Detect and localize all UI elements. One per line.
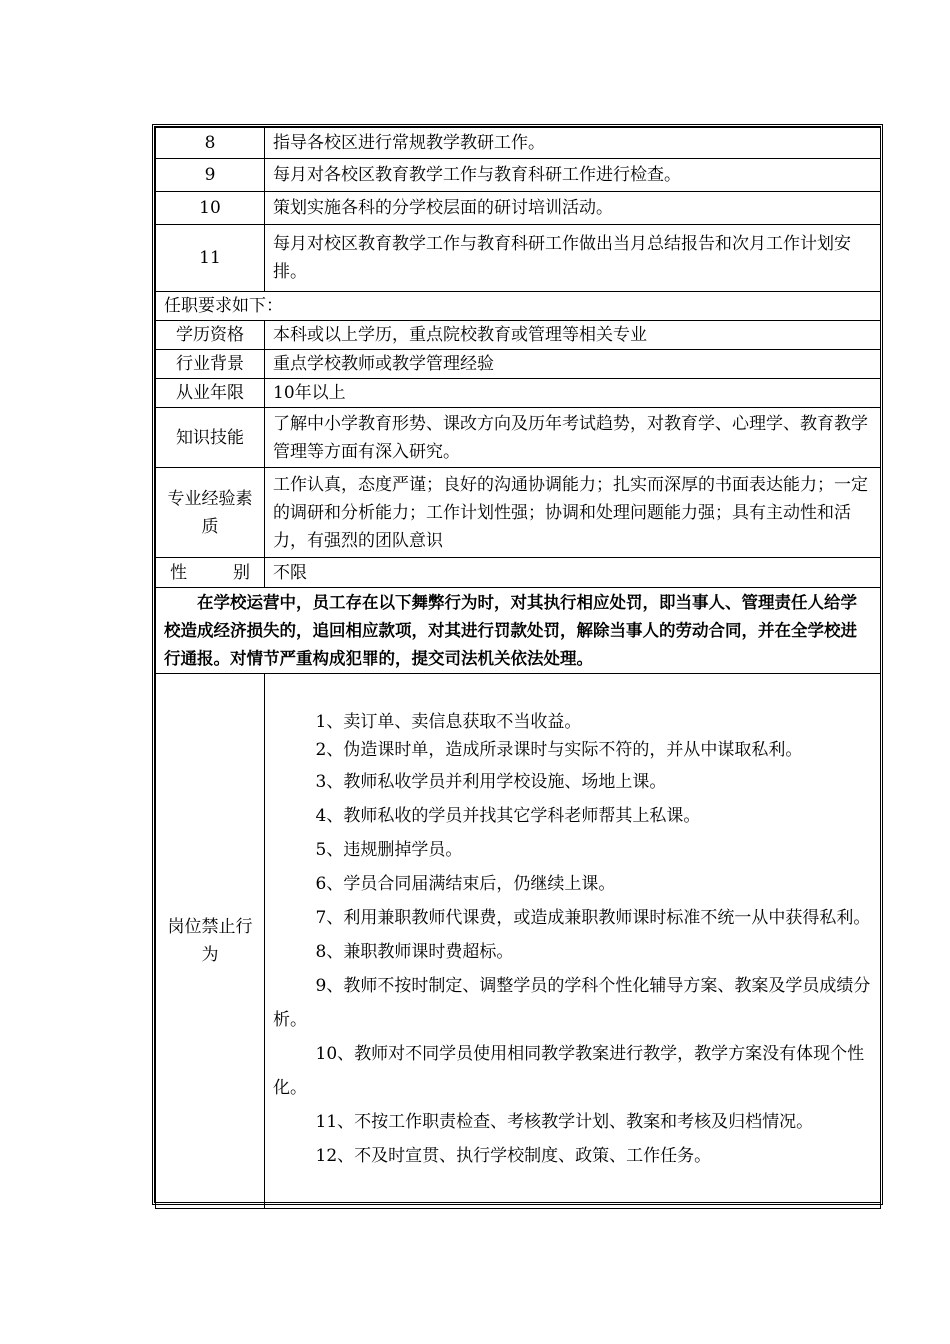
- duty-number: 11: [156, 225, 265, 292]
- prohibited-list: [265, 674, 881, 1209]
- requirement-label: 专业经验素质: [156, 468, 265, 558]
- requirement-label: 行业背景: [156, 350, 265, 379]
- requirement-value: 10年以上: [265, 379, 881, 408]
- list-item: 3、教师私收学员并利用学校设施、场地上课。: [315, 772, 667, 792]
- requirement-row: [156, 350, 881, 379]
- duty-text: 策划实施各科的分学校层面的研讨培训活动。: [265, 192, 881, 225]
- list-item: 12、不及时宣贯、执行学校制度、政策、工作任务。: [315, 1146, 712, 1166]
- requirement-value: 不限: [265, 558, 881, 588]
- duty-text: 指导各校区进行常规教学教研工作。: [265, 128, 881, 159]
- list-item: 2、伪造课时单，造成所录课时与实际不符的，并从中谋取私利。: [315, 740, 803, 760]
- list-item: 11、不按工作职责检查、考核教学计划、教案和考核及归档情况。: [315, 1112, 814, 1132]
- duty-row: [156, 192, 881, 225]
- list-item: 5、违规删掉学员。: [315, 840, 463, 860]
- list-item: 7、利用兼职教师代课费，或造成兼职教师课时标准不统一从中获得私利。: [315, 908, 871, 928]
- list-item: 1、卖订单、卖信息获取不当收益。: [315, 712, 582, 732]
- warning-row: [156, 588, 881, 674]
- requirements-heading-row: [156, 292, 881, 321]
- requirement-value: 本科或以上学历，重点院校教育或管理等相关专业: [265, 321, 881, 350]
- duty-row: [156, 159, 881, 192]
- requirement-row: [156, 558, 881, 588]
- requirement-value: 了解中小学教育形势、课改方向及历年考试趋势，对教育学、心理学、教育教学管理等方面有深入研究。: [265, 408, 881, 468]
- requirement-label: [156, 558, 265, 588]
- prohibited-label: 岗位禁止行为: [156, 674, 265, 1209]
- list-item: 6、学员合同届满结束后，仍继续上课。: [315, 874, 616, 894]
- requirements-heading: 任职要求如下：: [156, 292, 881, 321]
- duty-number: 8: [156, 128, 265, 159]
- requirement-row: [156, 379, 881, 408]
- list-item: 9、教师不按时制定、调整学员的学科个性化辅导方案、教案及学员成绩分析。: [273, 976, 871, 1030]
- job-description-table: [155, 127, 881, 1209]
- requirement-label: 学历资格: [156, 321, 265, 350]
- requirement-value: 重点学校教师或教学管理经验: [265, 350, 881, 379]
- list-item: 8、兼职教师课时费超标。: [315, 942, 514, 962]
- requirement-row: [156, 321, 881, 350]
- duty-number: 10: [156, 192, 265, 225]
- duty-row: [156, 225, 881, 292]
- duty-text: 每月对校区教育教学工作与教育科研工作做出当月总结报告和次月工作计划安排。: [265, 225, 881, 292]
- duty-number: 9: [156, 159, 265, 192]
- gender-label-part: 性: [170, 562, 187, 583]
- misconduct-warning: 在学校运营中，员工存在以下舞弊行为时，对其执行相应处罚，即当事人、管理责任人给学校造成经济损失的，追回相应款项，对其进行罚款处罚，解除当事人的劳动合同，并在全学校进行通报。对情节严重构成犯罪的，提交司法机关依法处理。: [156, 588, 881, 674]
- requirement-label: 从业年限: [156, 379, 265, 408]
- list-item: 4、教师私收的学员并找其它学科老师帮其上私课。: [315, 806, 701, 826]
- requirement-label: 知识技能: [156, 408, 265, 468]
- duty-text: 每月对各校区教育教学工作与教育科研工作进行检查。: [265, 159, 881, 192]
- requirement-row: [156, 408, 881, 468]
- prohibited-row: [156, 674, 881, 1209]
- duty-row: [156, 128, 881, 159]
- requirement-value: 工作认真，态度严谨；良好的沟通协调能力；扎实而深厚的书面表达能力；一定的调研和分析能力；工作计划性强；协调和处理问题能力强；具有主动性和活力，有强烈的团队意识: [265, 468, 881, 558]
- requirement-row: [156, 468, 881, 558]
- list-item: 10、教师对不同学员使用相同教学教案进行教学，教学方案没有体现个性化。: [273, 1044, 865, 1098]
- gender-label-part: 别: [233, 562, 250, 583]
